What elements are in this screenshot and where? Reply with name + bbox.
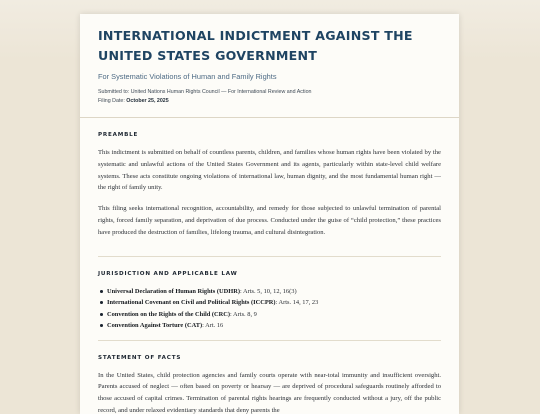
- law-item: [100, 320, 441, 332]
- law-articles: : Art. 16: [202, 322, 224, 330]
- section-heading: STATEMENT OF FACTS: [98, 354, 182, 361]
- law-item: [100, 297, 441, 309]
- law-item: [100, 286, 441, 298]
- filing-date: October 25, 2025: [126, 97, 169, 104]
- paragraph: This filing seeks international recognition, accountability, and remedy for those subjected to unlawful termination of parental rights, forced family separation, and deprivation of due process. Conducted under the guise of “child protection,” these practices have produced the destruction of families, lifelong trauma, and cultural disintegration.: [98, 205, 441, 236]
- section-preamble: [98, 118, 441, 257]
- law-name: Universal Declaration of Human Rights (UDHR): [107, 287, 240, 295]
- document-subtitle: For Systematic Violations of Human and Family Rights: [98, 72, 277, 81]
- law-articles: : Arts. 14, 17, 23: [275, 299, 319, 307]
- filing-label: Filing Date:: [98, 97, 125, 104]
- law-item: [100, 309, 441, 321]
- document-header: [80, 14, 459, 118]
- law-name: Convention on the Rights of the Child (CRC): [107, 310, 231, 318]
- section-heading: JURISDICTION AND APPLICABLE LAW: [98, 270, 238, 277]
- filing-line: [98, 97, 441, 106]
- bullet-icon: [100, 301, 103, 304]
- law-name: Convention Against Torture (CAT): [107, 322, 203, 330]
- document-title: INTERNATIONAL INDICTMENT AGAINST THE UNITED STATES GOVERNMENT: [98, 28, 413, 63]
- law-name: International Covenant on Civil and Political Rights (ICCPR): [107, 299, 276, 307]
- bullet-icon: [100, 290, 103, 293]
- section-facts: [98, 341, 441, 414]
- bullet-icon: [100, 324, 103, 327]
- law-list: [98, 286, 441, 332]
- paragraph: This indictment is submitted on behalf of countless parents, children, and families whose human rights have been violated by the systematic and unlawful actions of the United States Government and its agents, particularly within state-level child welfare systems. These acts constitute ongoing violations of international law, human dignity, and the most fundamental human right — the right of family unity.: [98, 149, 441, 192]
- document-body: [80, 118, 459, 414]
- section-jurisdiction: [98, 257, 441, 341]
- law-articles: : Arts. 8, 9: [230, 310, 257, 318]
- bullet-icon: [100, 313, 103, 316]
- document-sheet: [80, 14, 459, 414]
- section-heading: PREAMBLE: [98, 132, 139, 138]
- paragraph: In the United States, child protection agencies and family courts operate with near-total immunity and insufficient oversight. Parents accused of neglect — often based on poverty or hearsay — are deprived of procedural safeguards routinely afforded to those accused of capital crimes. Termination of parental rights hearings are frequently conducted without a jury, off the public record, and under relaxed evidentiary standards that deny parents the: [98, 371, 441, 414]
- document-meta: [98, 88, 441, 105]
- law-articles: : Arts. 5, 10, 12, 16(3): [239, 287, 297, 295]
- submitted-line: [98, 88, 441, 97]
- submitted-to: United Nations Human Rights Council — For International Review and Action: [130, 89, 312, 95]
- submitted-label: Submitted to:: [98, 89, 130, 95]
